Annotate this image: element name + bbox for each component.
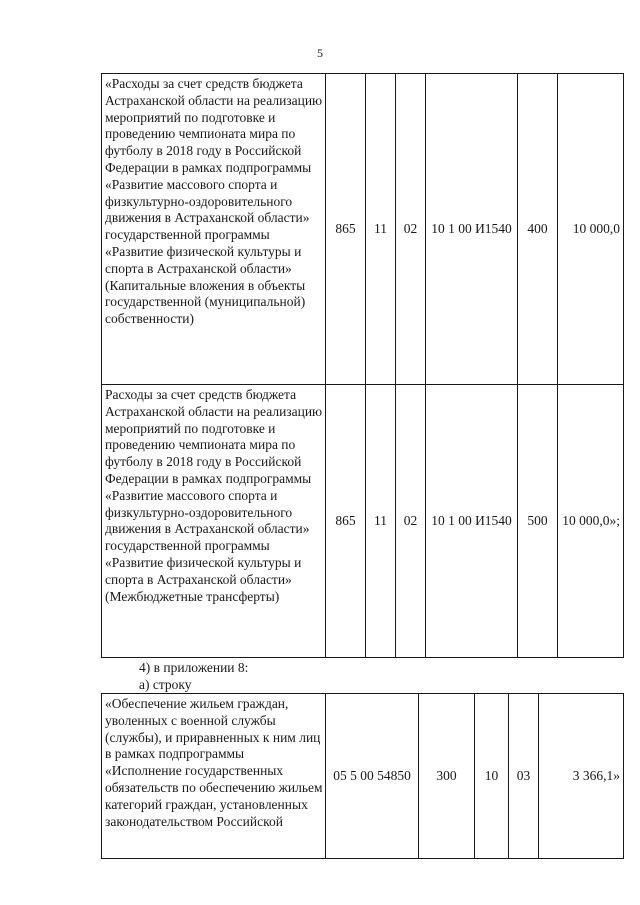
row-description: «Расходы за счет средств бюджета Астраханской области на реализацию мероприятий по подготовке и проведению чемпионата мира по футболу в 2018 году в Российской Федерации в рамках подпрограммы «Развитие массового спорта и физкультурно-оздоровительного движения в Астраханской области» государственной программы «Развитие физической культуры и спорта в Астраханской области» (Капитальные вложения в объекты государственной (муниципальной) собственности)	[102, 74, 326, 385]
page-number: 5	[317, 46, 323, 60]
subsection-code: 02	[396, 74, 426, 385]
section-code: 11	[366, 74, 396, 385]
section-code: 11	[366, 385, 396, 658]
row-description: «Обеспечение жильем граждан, уволенных с военной службы (службы), и приравненных к ним лиц в рамках подпрограммы «Исполнение государственных обязательств по обеспечению жильем категорий граждан, установленных законодательством Российской	[102, 694, 326, 859]
budget-table-appendix-7	[101, 73, 624, 658]
expense-type-code: 300	[419, 694, 475, 859]
amount-value: 3 366,1»	[539, 694, 624, 859]
budget-table-appendix-8	[101, 693, 624, 859]
amount-value: 10 000,0	[558, 74, 624, 385]
string-paragraph: а) строку	[139, 677, 192, 692]
expense-type-code: 500	[518, 385, 558, 658]
section-code: 10	[475, 694, 509, 859]
target-article-code: 10 1 00 И1540	[426, 385, 518, 658]
table-row	[102, 74, 624, 385]
row-description: Расходы за счет средств бюджета Астраханской области на реализацию мероприятий по подготовке и проведению чемпионата мира по футболу в 2018 году в Российской Федерации в рамках подпрограммы «Развитие массового спорта и физкультурно-оздоровительного движения в Астраханской области» государственной программы «Развитие физической культуры и спорта в Астраханской области» (Межбюджетные трансферты)	[102, 385, 326, 658]
subsection-code: 03	[509, 694, 539, 859]
target-article-code: 10 1 00 И1540	[426, 74, 518, 385]
appendix-paragraph: 4) в приложении 8:	[139, 660, 249, 675]
table-row	[102, 385, 624, 658]
expense-type-code: 400	[518, 74, 558, 385]
ministry-code: 865	[326, 385, 366, 658]
amount-value: 10 000,0»;	[558, 385, 624, 658]
table-row	[102, 694, 624, 859]
target-article-code: 05 5 00 54850	[326, 694, 419, 859]
ministry-code: 865	[326, 74, 366, 385]
subsection-code: 02	[396, 385, 426, 658]
